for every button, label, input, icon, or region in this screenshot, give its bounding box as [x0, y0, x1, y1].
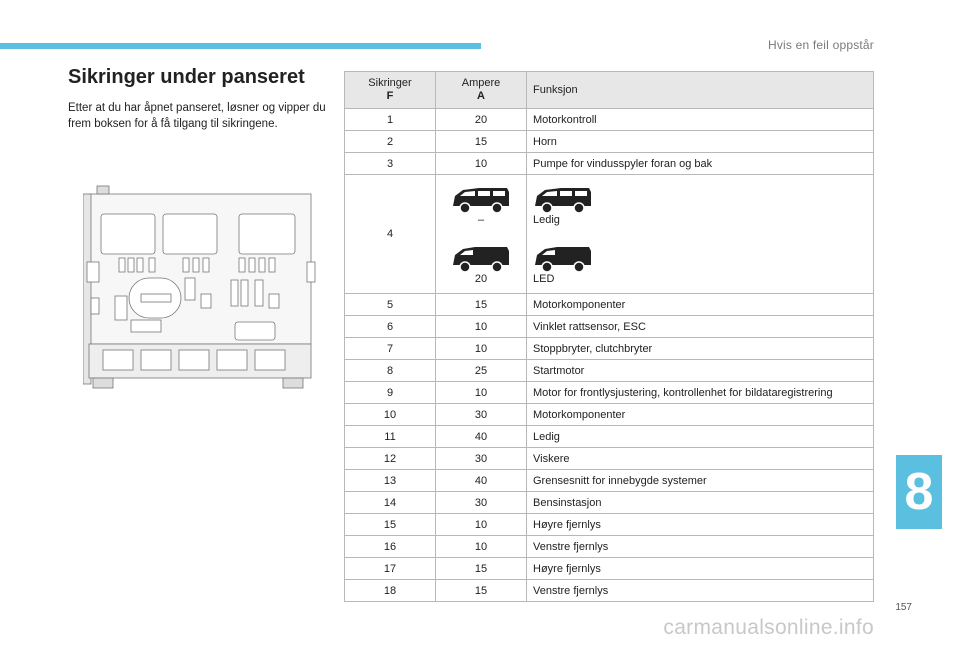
intro-text: Etter at du har åpnet panseret, løsner og vipper du frem boksen for å få tilgang til sikringene. — [68, 102, 326, 130]
fuse-box-diagram — [83, 182, 318, 392]
page-number: 157 — [895, 602, 912, 613]
table-row: 7 10 Stoppbryter, clutchbryter — [345, 338, 874, 360]
top-accent-bar — [0, 43, 481, 49]
chapter-title: Hvis en feil oppstår — [767, 38, 874, 52]
table-row: 6 10 Vinklet rattsensor, ESC — [345, 316, 874, 338]
table-row: 8 25 Startmotor — [345, 360, 874, 382]
header-function: Funksjon — [527, 72, 874, 109]
van-long-icon — [533, 184, 593, 214]
van-long-icon — [451, 184, 511, 214]
van-cargo-icon — [533, 243, 593, 273]
table-row: 12 30 Viskere — [345, 448, 874, 470]
table-header-row — [345, 72, 874, 109]
table-row: 5 15 Motorkomponenter — [345, 294, 874, 316]
table-row: 4 – 20 Ledig LED — [345, 175, 874, 294]
table-row: 1 20 Motorkontroll — [345, 109, 874, 131]
van-cargo-icon — [451, 243, 511, 273]
chapter-number: 8 — [904, 463, 934, 521]
header-fuse: Sikringer F — [345, 72, 436, 109]
header-ampere: Ampere A — [436, 72, 527, 109]
fuse-table — [344, 71, 874, 602]
table-row: 9 10 Motor for frontlysjustering, kontrollenhet for bildataregistrering — [345, 382, 874, 404]
table-row: 11 40 Ledig — [345, 426, 874, 448]
table-row: 18 15 Venstre fjernlys — [345, 580, 874, 602]
chapter-tab — [896, 455, 942, 529]
table-row: 16 10 Venstre fjernlys — [345, 536, 874, 558]
table-row: 3 10 Pumpe for vindusspyler foran og bak — [345, 153, 874, 175]
table-row: 14 30 Bensinstasjon — [345, 492, 874, 514]
table-row: 17 15 Høyre fjernlys — [345, 558, 874, 580]
table-row: 2 15 Horn — [345, 131, 874, 153]
table-row: 13 40 Grensesnitt for innebygde systemer — [345, 470, 874, 492]
table-row: 10 30 Motorkomponenter — [345, 404, 874, 426]
section-title: Sikringer under panseret — [68, 66, 305, 88]
watermark: carmanualsonline.info — [663, 616, 874, 639]
table-row: 15 10 Høyre fjernlys — [345, 514, 874, 536]
